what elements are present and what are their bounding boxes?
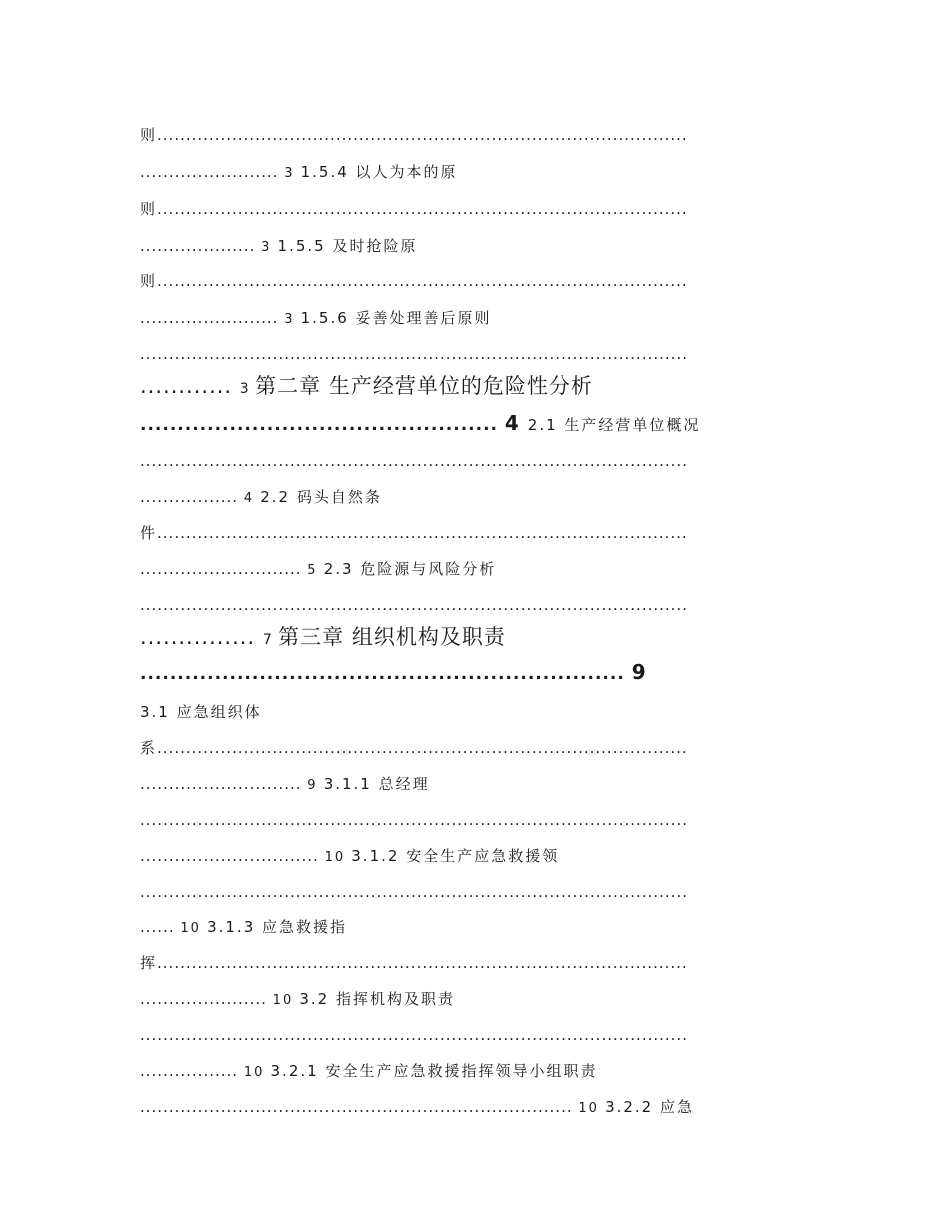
toc-page-number: 9 bbox=[631, 660, 647, 684]
toc-entry-text: 1.5.5 及时抢险原 bbox=[277, 237, 418, 255]
toc-line bbox=[140, 622, 808, 655]
toc-line bbox=[140, 198, 808, 220]
toc-leader-dots: ............................................................................................... bbox=[140, 811, 688, 829]
toc-line bbox=[140, 773, 808, 797]
toc-leader-dots: ............................................................................................ bbox=[157, 272, 688, 290]
toc-line bbox=[140, 988, 808, 1012]
toc-page-number: 4 bbox=[243, 491, 261, 506]
toc-leader-dots: ...... bbox=[140, 918, 181, 936]
toc-line bbox=[140, 1096, 808, 1120]
toc-line bbox=[140, 916, 808, 940]
toc-page-number: 3 bbox=[284, 312, 301, 327]
toc-entry-text: 2.2 码头自然条 bbox=[260, 488, 382, 506]
toc-leader-dots: ................. bbox=[140, 488, 244, 506]
toc-line bbox=[140, 124, 808, 146]
toc-leader-dots: ............................... bbox=[140, 847, 325, 865]
toc-line bbox=[140, 881, 808, 903]
toc-entry-text: 1.5.4 以人为本的原 bbox=[300, 163, 458, 181]
toc-line bbox=[140, 952, 808, 974]
toc-leader-dots: ............................ bbox=[140, 560, 308, 578]
toc-leader-dots: ............................................................................................... bbox=[140, 596, 688, 614]
toc-line bbox=[140, 235, 808, 259]
toc-leader-dots: ............ bbox=[140, 374, 240, 398]
toc-entry-text: 1.5.6 妥善处理善后原则 bbox=[300, 309, 492, 327]
toc-entry-text: 3.2 指挥机构及职责 bbox=[299, 990, 455, 1008]
toc-leader-dots: ............................ bbox=[140, 775, 308, 793]
toc-line bbox=[140, 522, 808, 544]
toc-page-number: 7 bbox=[262, 632, 279, 648]
toc-page bbox=[140, 0, 808, 1230]
toc-page-number: 9 bbox=[307, 778, 324, 793]
toc-line bbox=[140, 737, 808, 759]
toc-page-number: 3 bbox=[284, 166, 301, 181]
toc-page-number: 4 bbox=[504, 411, 528, 435]
toc-page-number: 3 bbox=[261, 240, 278, 255]
toc-leader-dots: ........................ bbox=[140, 309, 285, 327]
toc-entry-text: 则 bbox=[140, 126, 158, 144]
toc-line bbox=[140, 1024, 808, 1046]
toc-entry-text: 3.1.2 安全生产应急救援领 bbox=[351, 847, 560, 865]
toc-leader-dots: ............................................................................................ bbox=[157, 739, 688, 757]
toc-page-number: 10 bbox=[180, 921, 208, 936]
toc-leader-dots: ........................................................................... bbox=[140, 1098, 579, 1116]
toc-leader-dots: ............... bbox=[140, 625, 263, 649]
toc-entry-text: 件 bbox=[140, 524, 158, 542]
toc-line bbox=[140, 845, 808, 869]
toc-entry-text: 系 bbox=[140, 739, 158, 757]
toc-line bbox=[140, 1060, 808, 1084]
toc-entry-text: 3.1.3 应急救援指 bbox=[207, 918, 348, 936]
toc-leader-dots: ............................................................................................ bbox=[157, 524, 688, 542]
toc-line bbox=[140, 594, 808, 616]
toc-entry-text: 3.2.1 安全生产应急救援指挥领导小组职责 bbox=[270, 1062, 598, 1080]
toc-line bbox=[140, 343, 808, 365]
toc-line bbox=[140, 161, 808, 185]
toc-line bbox=[140, 371, 808, 404]
toc-entry-text: 第二章 生产经营单位的危险性分析 bbox=[255, 374, 593, 398]
toc-line bbox=[140, 809, 808, 831]
toc-entry-text: 3.2.2 应急 bbox=[605, 1098, 694, 1116]
toc-page-number: 5 bbox=[307, 563, 324, 578]
toc-leader-dots: ................. bbox=[140, 1062, 244, 1080]
toc-leader-dots: ............................................................................................... bbox=[140, 345, 688, 363]
toc-line bbox=[140, 659, 808, 687]
toc-page-number: 10 bbox=[324, 850, 352, 865]
toc-leader-dots: ............................................................................................... bbox=[140, 452, 688, 470]
toc-entry-text: 挥 bbox=[140, 954, 158, 972]
toc-page-number: 10 bbox=[243, 1065, 271, 1080]
toc-line bbox=[140, 486, 808, 510]
toc-entry-text: 则 bbox=[140, 272, 158, 290]
toc-leader-dots: ............................................................................................... bbox=[140, 883, 688, 901]
toc-entry-text: 则 bbox=[140, 200, 158, 218]
toc-leader-dots: ............................................................................................ bbox=[157, 200, 688, 218]
toc-leader-dots: ................................................ bbox=[140, 415, 505, 435]
toc-leader-dots: ................................................................. bbox=[140, 664, 632, 684]
toc-leader-dots: .................... bbox=[140, 237, 262, 255]
toc-line bbox=[140, 558, 808, 582]
toc-leader-dots: ........................ bbox=[140, 163, 285, 181]
toc-line bbox=[140, 701, 808, 723]
toc-entry-text: 3.1 应急组织体 bbox=[140, 703, 262, 721]
toc-leader-dots: ............................................................................................ bbox=[157, 954, 688, 972]
toc-leader-dots: ............................................................................................ bbox=[157, 126, 688, 144]
toc-page-number: 3 bbox=[239, 381, 256, 397]
toc-line bbox=[140, 450, 808, 472]
toc-page-number: 10 bbox=[578, 1101, 606, 1116]
toc-page-number: 10 bbox=[272, 993, 300, 1008]
toc-entry-text: 3.1.1 总经理 bbox=[323, 775, 430, 793]
toc-entry-text: 2.1 生产经营单位概况 bbox=[527, 416, 701, 434]
toc-line bbox=[140, 307, 808, 331]
toc-leader-dots: ............................................................................................... bbox=[140, 1026, 688, 1044]
toc-line bbox=[140, 270, 808, 292]
toc-entry-text: 第三章 组织机构及职责 bbox=[278, 625, 506, 649]
toc-entry-text: 2.3 危险源与风险分析 bbox=[323, 560, 497, 578]
toc-line bbox=[140, 410, 808, 438]
toc-leader-dots: ...................... bbox=[140, 990, 273, 1008]
